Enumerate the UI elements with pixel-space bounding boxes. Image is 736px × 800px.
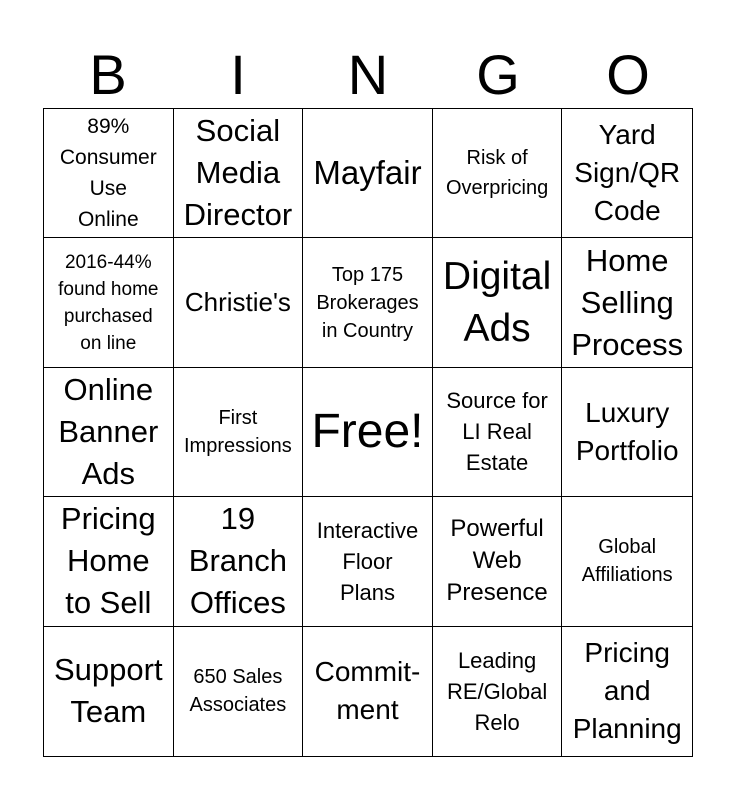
bingo-cell[interactable] [44,368,174,497]
cell-text: Mayfair [313,154,422,192]
bingo-cell[interactable] [44,109,174,238]
bingo-cell[interactable] [174,109,304,238]
cell-text: Risk of Overpricing [445,147,549,200]
bingo-cell[interactable] [562,109,692,238]
header-letter-b: B [89,43,127,106]
cell-text: Support Team [54,652,163,730]
free-space-cell[interactable] [303,368,433,497]
bingo-cell[interactable] [44,497,174,626]
bingo-cell[interactable] [562,368,692,497]
cell-text: Commit- ment [314,656,421,726]
cell-text: Global Affiliations [581,536,673,587]
cell-text: Pricing and Planning [572,637,682,745]
bingo-cell[interactable] [562,627,692,756]
header-letter-g: G [476,43,520,106]
cell-text: Luxury Portfolio [575,396,679,466]
bingo-cell[interactable] [433,368,563,497]
cell-text: Social Media Director [183,113,293,233]
bingo-cell[interactable] [303,238,433,367]
bingo-cell[interactable] [303,627,433,756]
header-letter-o: O [606,43,650,106]
cell-text: Digital Ads [442,254,552,350]
cell-text: Home Selling Process [571,242,684,362]
bingo-cell[interactable] [303,497,433,626]
bingo-cell[interactable] [174,627,304,756]
bingo-cell[interactable] [562,497,692,626]
bingo-header [43,44,693,106]
bingo-cell[interactable] [174,368,304,497]
bingo-cell[interactable] [303,109,433,238]
bingo-cell[interactable] [174,497,304,626]
bingo-cell[interactable] [433,497,563,626]
cell-text: 19 Branch Offices [188,501,287,621]
bingo-board [43,108,693,757]
cell-text: First Impressions [183,406,292,457]
cell-text: Source for LI Real Estate [446,388,548,476]
free-space-text: Free! [311,404,424,458]
bingo-cell[interactable] [174,238,304,367]
cell-text: 2016-44% found home purchased on line [58,251,159,354]
bingo-cell[interactable] [44,627,174,756]
cell-text: Christie's [184,287,291,318]
header-letter-n: N [347,43,389,106]
bingo-cell[interactable] [433,238,563,367]
cell-text: Online Banner Ads [58,371,159,491]
bingo-cell[interactable] [433,109,563,238]
bingo-cell[interactable] [44,238,174,367]
cell-text: Powerful Web Presence [446,515,548,607]
header-letter-i: I [230,43,246,106]
cell-text: Interactive Floor Plans [316,517,419,605]
cell-text: Pricing Home to Sell [60,501,156,621]
cell-text: Yard Sign/QR Code [574,119,681,227]
cell-text: 89% Consumer Use Online [59,115,157,232]
cell-text: Top 175 Brokerages in Country [316,263,419,342]
cell-text: 650 Sales Associates [189,666,287,717]
bingo-cell[interactable] [433,627,563,756]
bingo-cell[interactable] [562,238,692,367]
cell-text: Leading RE/Global Relo [446,647,548,735]
